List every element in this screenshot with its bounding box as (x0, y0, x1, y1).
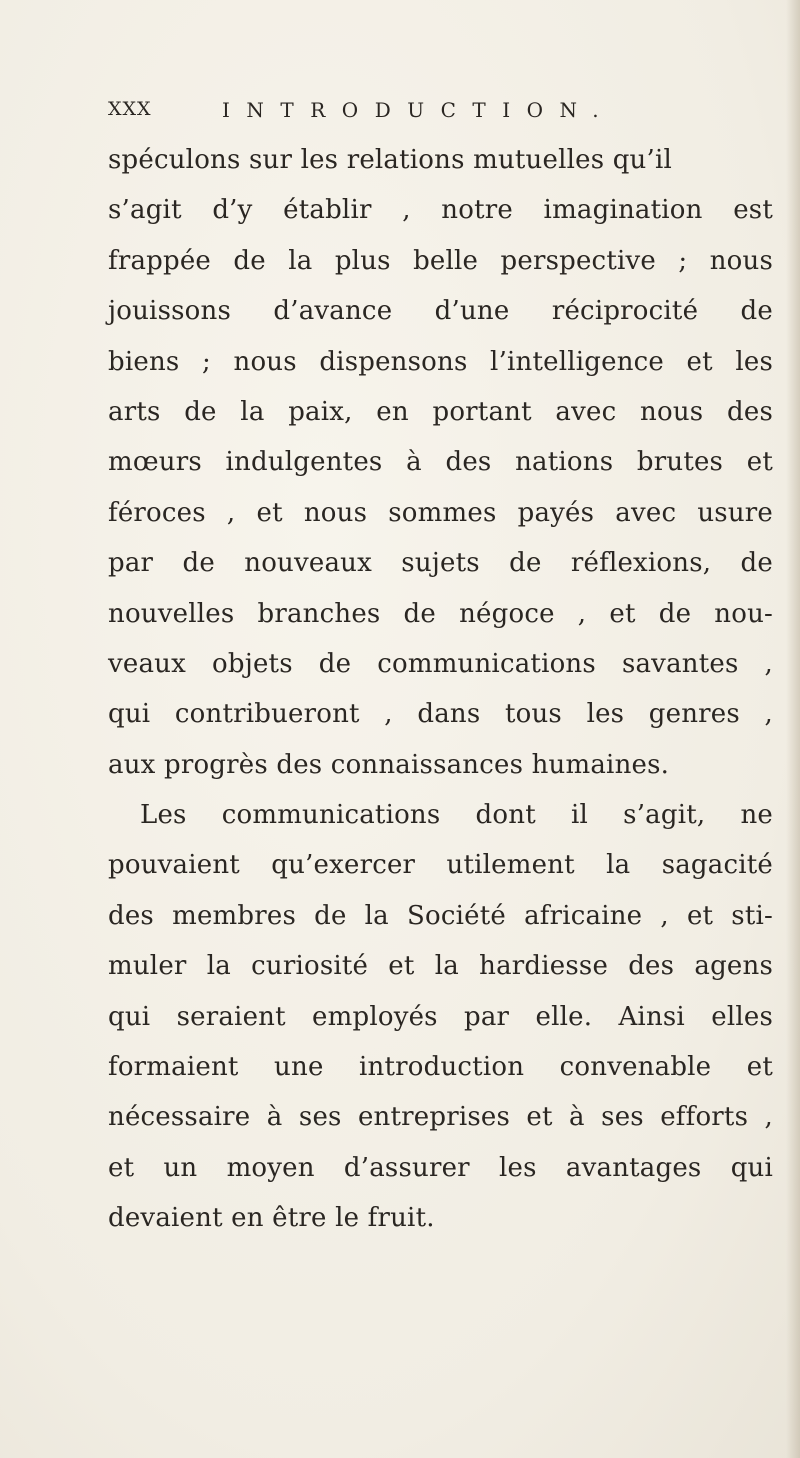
running-title: INTRODUCTION. (222, 98, 616, 122)
text-line: devaient en être le fruit. (108, 1203, 435, 1234)
text-line: jouissons d’avance d’une réciprocité de (108, 296, 773, 327)
text-line: et un moyen d’assurer les avantages qui (108, 1152, 773, 1183)
text-line: formaient une introduction convenable et (108, 1052, 773, 1083)
text-line: qui seraient employés par elle. Ainsi elles (108, 1001, 773, 1032)
text-line: nécessaire à ses entreprises et à ses efforts , (108, 1102, 773, 1133)
text-line: des membres de la Société africaine , et sti- (108, 900, 773, 931)
text-line: féroces , et nous sommes payés avec usure (108, 497, 773, 528)
text-line: qui contribueront , dans tous les genres , (108, 699, 773, 730)
text-line: s’agit d’y établir , notre imagination est (108, 195, 773, 226)
page-number: XXX (108, 98, 152, 120)
text-line: aux progrès des connaissances humaines. (108, 749, 670, 780)
text-line: par de nouveaux sujets de réflexions, de (108, 548, 773, 579)
text-line: arts de la paix, en portant avec nous des (108, 396, 773, 427)
text-line: pouvaient qu’exercer utilement la sagacité (108, 850, 773, 881)
text-line: muler la curiosité et la hardiesse des agens (108, 951, 773, 982)
page-edge-shadow (786, 0, 800, 1458)
text-line: nouvelles branches de négoce , et de nou- (108, 598, 773, 629)
text-line: Les communications dont il s’agit, ne (140, 800, 773, 831)
text-line: mœurs indulgentes à des nations brutes et (108, 447, 773, 478)
text-line: biens ; nous dispensons l’intelligence et les (108, 346, 773, 377)
text-line: frappée de la plus belle perspective ; nous (108, 245, 773, 276)
text-line: veaux objets de communications savantes , (108, 648, 773, 679)
text-line: spéculons sur les relations mutuelles qu’il (108, 145, 672, 175)
running-header (108, 98, 718, 134)
body-text (108, 135, 773, 1244)
